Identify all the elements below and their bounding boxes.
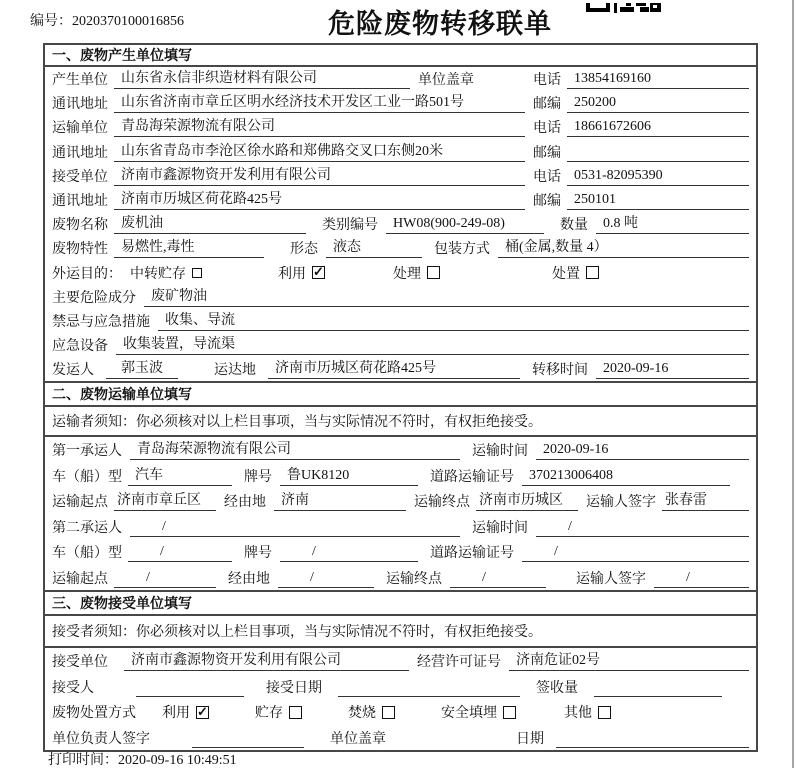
doc-number-label: 编号：	[30, 14, 72, 29]
landfill-checkbox	[503, 706, 516, 719]
carrier2-field: /	[130, 517, 460, 537]
accept-person-field	[136, 677, 244, 697]
receiver-address-field: 济南市历城区荷花路425号	[114, 190, 525, 210]
purpose-option-utilize	[278, 263, 325, 283]
route1-via-field: 济南	[274, 491, 406, 511]
producer-phone-field: 13854169160	[567, 69, 749, 89]
plate-label: 牌号	[244, 469, 272, 485]
notice-text: 你必须核对以上栏目事项，当与实际情况不符时，有权拒绝接受。	[136, 415, 542, 431]
row-hazard	[45, 285, 756, 309]
waste-name-label: 废物名称	[52, 218, 108, 234]
form-label: 形态	[290, 242, 318, 258]
accept-person-label: 接受人	[52, 680, 94, 696]
route-start-label: 运输起点	[52, 495, 108, 511]
disposal-option-utilize	[162, 702, 209, 722]
row-equipment	[45, 333, 756, 357]
utilize-checkbox	[196, 706, 209, 719]
sign-quantity-field	[594, 677, 722, 697]
row-transporter-address	[45, 140, 756, 164]
qr-code-fragment-icon	[586, 0, 661, 18]
checkbox-label: 其他	[564, 706, 592, 722]
transfer-storage-checkbox	[192, 268, 202, 278]
address-label: 通讯地址	[52, 145, 108, 161]
transporter-label: 运输单位	[52, 121, 108, 137]
form-field: 液态	[326, 238, 422, 258]
receiver-phone-field: 0531-82095390	[567, 166, 749, 186]
disposal-option-incinerate	[348, 702, 395, 722]
row-receiver	[45, 164, 756, 188]
receiver-value-field: 济南市鑫源物资开发利用有限公司	[114, 166, 525, 186]
vehicle2-plate-field: /	[280, 542, 418, 562]
equipment-label: 应急设备	[52, 339, 108, 355]
row-accept-unit	[45, 648, 756, 674]
page-edge-divider	[792, 0, 794, 768]
accept-unit-label: 接受单位	[52, 655, 108, 671]
section3-title: 三、废物接受单位填写	[45, 590, 756, 616]
hazard-field: 废矿物油	[144, 287, 749, 307]
responsible-sign-field	[192, 728, 304, 748]
producer-value-field: 山东省永信非织造材料有限公司	[114, 69, 410, 89]
waste-name-field: 废机油	[114, 214, 306, 234]
section2-title: 二、废物运输单位填写	[45, 381, 756, 407]
plate-label: 牌号	[244, 546, 272, 562]
checkbox-label: 安全填埋	[441, 706, 497, 722]
row-route1	[45, 488, 756, 514]
purpose-label: 外运目的：	[52, 266, 122, 282]
checkbox-label: 贮存	[255, 706, 283, 722]
address-label: 通讯地址	[52, 97, 108, 113]
row-dispatch	[45, 357, 756, 381]
transfer-time-label: 转移时间	[532, 363, 588, 379]
receiver-zip-field: 250101	[567, 190, 749, 210]
taboo-label: 禁忌与应急措施	[52, 314, 150, 330]
vehicle2-license-field: /	[522, 542, 749, 562]
category-code-field: HW08(900-249-08)	[386, 214, 544, 234]
transfer-time-field: 2020-09-16	[596, 359, 749, 379]
row-vehicle1	[45, 463, 756, 489]
destination-field: 济南市历城区荷花路425号	[268, 359, 520, 379]
carrier1-time-field: 2020-09-16	[536, 440, 749, 460]
vehicle1-type-field: 汽车	[128, 466, 232, 486]
dispatcher-field: 郭玉波	[106, 359, 178, 379]
page-title: 危险废物转移联单	[328, 9, 552, 39]
row-route2	[45, 565, 756, 591]
route2-sign-field: /	[654, 568, 749, 588]
category-code-label: 类别编号	[322, 218, 378, 234]
accept-date-label: 接受日期	[266, 680, 322, 696]
row-producer	[45, 67, 756, 91]
transporter-zip-field	[567, 142, 749, 162]
unit-seal-label: 单位盖章	[330, 731, 386, 747]
carrier1-label: 第一承运人	[52, 444, 122, 460]
dispatcher-label: 发运人	[52, 363, 94, 379]
carrier2-time-field: /	[536, 517, 749, 537]
dispose-checkbox	[586, 266, 599, 279]
vehicle-type-label: 车（船）型	[52, 469, 122, 485]
quantity-field: 0.8 吨	[596, 214, 749, 234]
route-start-label: 运输起点	[52, 571, 108, 587]
unit-seal-label: 单位盖章	[418, 73, 474, 89]
row-vehicle2	[45, 539, 756, 565]
notice-label: 接受者须知：	[52, 625, 136, 641]
checkbox-label: 处置	[552, 266, 580, 282]
route-end-label: 运输终点	[414, 495, 470, 511]
phone-label: 电话	[533, 169, 561, 185]
accept-date-field	[338, 677, 520, 697]
road-license-label: 道路运输证号	[430, 546, 514, 562]
zip-label: 邮编	[533, 97, 561, 113]
producer-address-field: 山东省济南市章丘区明水经济技术开发区工业一路501号	[114, 93, 525, 113]
print-time-value: 2020-09-16 10:49:51	[118, 753, 237, 768]
waste-props-label: 废物特性	[52, 242, 108, 258]
carrier2-label: 第二承运人	[52, 520, 122, 536]
doc-number-value: 2020370100016856	[72, 14, 184, 29]
route1-start-field: 济南市章丘区	[114, 491, 216, 511]
manifest-form	[43, 43, 758, 752]
sign-quantity-label: 签收量	[536, 680, 578, 696]
utilize-checkbox	[312, 266, 325, 279]
receiver-label: 接受单位	[52, 169, 108, 185]
store-checkbox	[289, 706, 302, 719]
checkbox-label: 利用	[162, 706, 190, 722]
row-signoff	[45, 725, 756, 751]
vehicle-type-label: 车（船）型	[52, 546, 122, 562]
row-transporter	[45, 115, 756, 139]
address-label: 通讯地址	[52, 194, 108, 210]
producer-label: 产生单位	[52, 73, 108, 89]
route1-sign-field: 张春雷	[662, 491, 749, 511]
row-carrier1	[45, 437, 756, 463]
destination-label: 运达地	[214, 363, 256, 379]
print-time	[48, 749, 237, 769]
operate-license-label: 经营许可证号	[417, 655, 501, 671]
checkbox-label: 处理	[393, 266, 421, 282]
vehicle1-plate-field: 鲁UK8120	[280, 466, 418, 486]
row-carrier2	[45, 514, 756, 540]
notice-label: 运输者须知：	[52, 415, 136, 431]
phone-label: 电话	[533, 73, 561, 89]
transporter-value-field: 青岛海荣源物流有限公司	[114, 117, 525, 137]
vehicle1-license-field: 370213006408	[522, 466, 730, 486]
doc-number	[30, 10, 184, 30]
route2-via-field: /	[278, 568, 374, 588]
row-taboo	[45, 309, 756, 333]
disposal-option-other	[564, 702, 611, 722]
carrier1-field: 青岛海荣源物流有限公司	[130, 440, 460, 460]
transporter-phone-field: 18661672606	[567, 117, 749, 137]
row-accept-person	[45, 674, 756, 700]
checkbox-label: 中转贮存	[130, 266, 186, 282]
via-label: 经由地	[224, 495, 266, 511]
disposal-option-landfill	[441, 702, 516, 722]
route-end-label: 运输终点	[386, 571, 442, 587]
row-waste-name	[45, 212, 756, 236]
zip-label: 邮编	[533, 194, 561, 210]
accept-unit-field: 济南市鑫源物资开发利用有限公司	[124, 651, 409, 671]
other-checkbox	[598, 706, 611, 719]
purpose-option-treat	[393, 263, 440, 283]
purpose-option-dispose	[552, 263, 599, 283]
date-field	[556, 728, 749, 748]
checkbox-label: 焚烧	[348, 706, 376, 722]
purpose-option-transfer-storage	[130, 263, 202, 283]
incinerate-checkbox	[382, 706, 395, 719]
operate-license-field: 济南危证02号	[509, 651, 749, 671]
transporter-address-field: 山东省青岛市李沧区徐水路和郑佛路交叉口东侧20米	[114, 142, 525, 162]
phone-label: 电话	[533, 121, 561, 137]
disposal-label: 废物处置方式	[52, 706, 136, 722]
vehicle2-type-field: /	[128, 542, 232, 562]
route2-end-field: /	[450, 568, 546, 588]
zip-label: 邮编	[533, 145, 561, 161]
hazard-label: 主要危险成分	[52, 290, 136, 306]
transport-time-label: 运输时间	[472, 520, 528, 536]
row-purpose	[45, 261, 756, 285]
waste-props-field: 易燃性,毒性	[114, 238, 264, 258]
disposal-option-store	[255, 702, 302, 722]
receiver-notice	[45, 616, 756, 648]
route2-start-field: /	[114, 568, 216, 588]
row-receiver-address	[45, 188, 756, 212]
notice-text: 你必须核对以上栏目事项，当与实际情况不符时，有权拒绝接受。	[136, 625, 542, 641]
transporter-notice	[45, 407, 756, 437]
taboo-field: 收集、导流	[158, 311, 749, 331]
treat-checkbox	[427, 266, 440, 279]
responsible-sign-label: 单位负责人签字	[52, 731, 150, 747]
transport-time-label: 运输时间	[472, 444, 528, 460]
row-disposal	[45, 699, 756, 725]
date-label: 日期	[516, 731, 544, 747]
via-label: 经由地	[228, 571, 270, 587]
print-time-label: 打印时间：	[48, 753, 118, 768]
route1-end-field: 济南市历城区	[476, 491, 578, 511]
carrier-sign-label: 运输人签字	[586, 495, 656, 511]
equipment-field: 收集装置，导流渠	[116, 335, 749, 355]
packing-label: 包装方式	[434, 242, 490, 258]
quantity-label: 数量	[560, 218, 588, 234]
producer-zip-field: 250200	[567, 93, 749, 113]
packing-field: 桶(金属,数量 4）	[498, 238, 749, 258]
row-producer-address	[45, 91, 756, 115]
road-license-label: 道路运输证号	[430, 469, 514, 485]
row-waste-props	[45, 236, 756, 260]
section1-title: 一、废物产生单位填写	[45, 45, 756, 67]
checkbox-label: 利用	[278, 266, 306, 282]
carrier-sign-label: 运输人签字	[576, 571, 646, 587]
